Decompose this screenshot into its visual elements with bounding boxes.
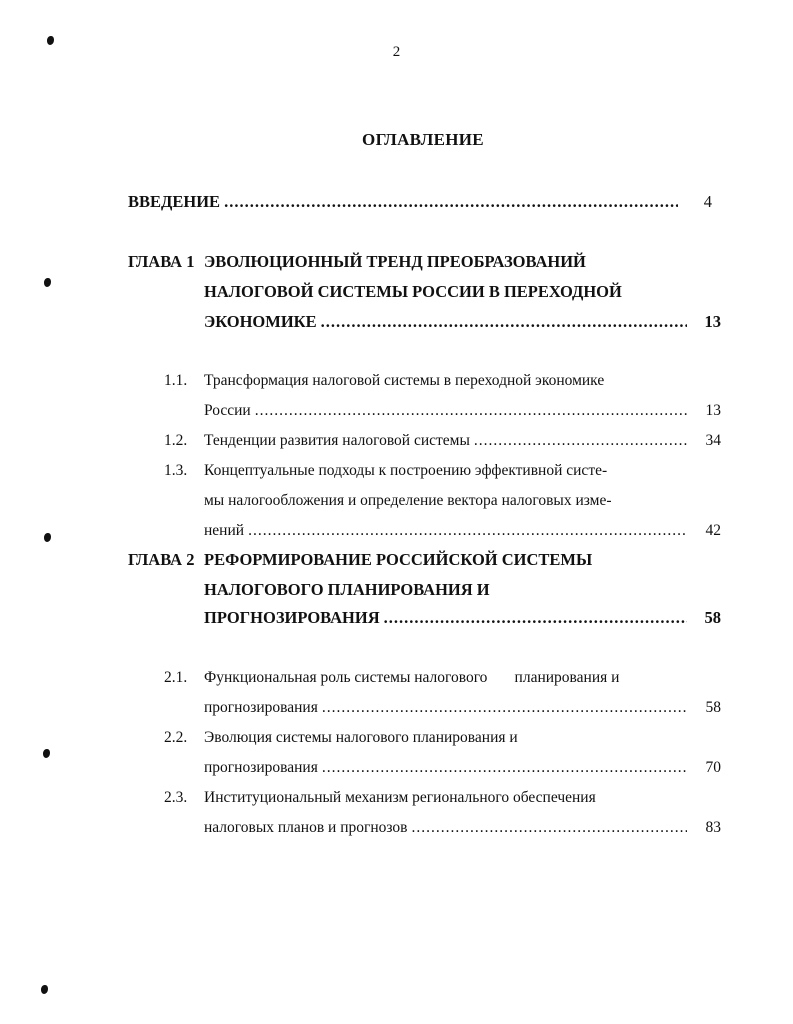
toc-entry-text: прогнозирования	[204, 759, 318, 776]
toc-entry-text: ВВЕДЕНИЕ	[128, 192, 221, 211]
toc-entry-intro[interactable]	[128, 192, 712, 212]
toc-page-number: 83	[705, 819, 721, 836]
toc-page-number: 13	[704, 312, 721, 331]
chapter-title-line: РЕФОРМИРОВАНИЕ РОССИЙСКОЙ СИСТЕМЫ	[204, 550, 593, 569]
scan-mark	[44, 533, 51, 542]
toc-entry-text: прогнозирования	[204, 699, 318, 716]
section-number: 2.3.	[164, 789, 188, 806]
section-line: Трансформация налоговой системы в переходной экономике	[204, 372, 605, 389]
section-line: Институциональный механизм регионального обеспечения	[204, 789, 596, 806]
section-line: Эволюция системы налогового планирования и	[204, 729, 518, 746]
leader-dots	[224, 192, 678, 212]
toc-entry-text: ПРОГНОЗИРОВАНИЯ	[204, 608, 380, 627]
page-number: 2	[392, 44, 401, 60]
leader-dots	[384, 608, 687, 628]
chapter-label: ГЛАВА 2	[128, 550, 195, 569]
toc-entry-section-1-2[interactable]	[204, 432, 721, 450]
toc-page-number: 34	[705, 432, 721, 449]
leader-dots	[322, 699, 687, 717]
toc-entry-text: России	[204, 402, 251, 419]
section-line: Функциональная роль системы налогового планирования и	[204, 669, 620, 686]
chapter-title-line: НАЛОГОВОЙ СИСТЕМЫ РОССИИ В ПЕРЕХОДНОЙ	[204, 282, 622, 301]
section-number: 2.1.	[164, 669, 188, 686]
toc-entry-chapter-2[interactable]	[204, 608, 721, 628]
chapter-label: ГЛАВА 1	[128, 252, 195, 271]
toc-entry-text: Тенденции развития налоговой системы	[204, 432, 470, 449]
toc-entry-section-1-3[interactable]	[204, 522, 721, 540]
toc-entry-text: ЭКОНОМИКЕ	[204, 312, 317, 331]
toc-page-number: 42	[705, 522, 721, 539]
section-number: 2.2.	[164, 729, 188, 746]
leader-dots	[412, 819, 688, 837]
toc-entry-section-2-2[interactable]	[204, 759, 721, 777]
leader-dots	[321, 312, 687, 332]
leader-dots	[474, 432, 687, 450]
scan-mark	[44, 278, 51, 287]
chapter-title-line: ЭВОЛЮЦИОННЫЙ ТРЕНД ПРЕОБРАЗОВАНИЙ	[204, 252, 586, 271]
leader-dots	[255, 402, 687, 420]
leader-dots	[322, 759, 687, 777]
toc-page-number: 70	[705, 759, 721, 776]
toc-entry-text: налоговых планов и прогнозов	[204, 819, 408, 836]
chapter-title-line: НАЛОГОВОГО ПЛАНИРОВАНИЯ И	[204, 580, 490, 599]
page-title: ОГЛАВЛЕНИЕ	[362, 130, 484, 149]
toc-entry-section-1-1[interactable]	[204, 402, 721, 420]
section-line: мы налогообложения и определение вектора налоговых изме-	[204, 492, 612, 509]
leader-dots	[248, 522, 687, 540]
toc-entry-chapter-1[interactable]	[204, 312, 721, 332]
toc-page-number: 58	[704, 608, 721, 627]
scan-mark	[43, 749, 50, 758]
toc-page-number: 13	[705, 402, 721, 419]
section-line: Концептуальные подходы к построению эффективной систе-	[204, 462, 608, 479]
section-number: 1.3.	[164, 462, 188, 479]
toc-page-number: 58	[705, 699, 721, 716]
toc-entry-text: нений	[204, 522, 245, 539]
scan-mark	[41, 985, 48, 994]
section-number: 1.2.	[164, 432, 188, 449]
toc-entry-section-2-1[interactable]	[204, 699, 721, 717]
section-number: 1.1.	[164, 372, 188, 389]
toc-entry-section-2-3[interactable]	[204, 819, 721, 837]
toc-page-number: 4	[703, 192, 712, 211]
